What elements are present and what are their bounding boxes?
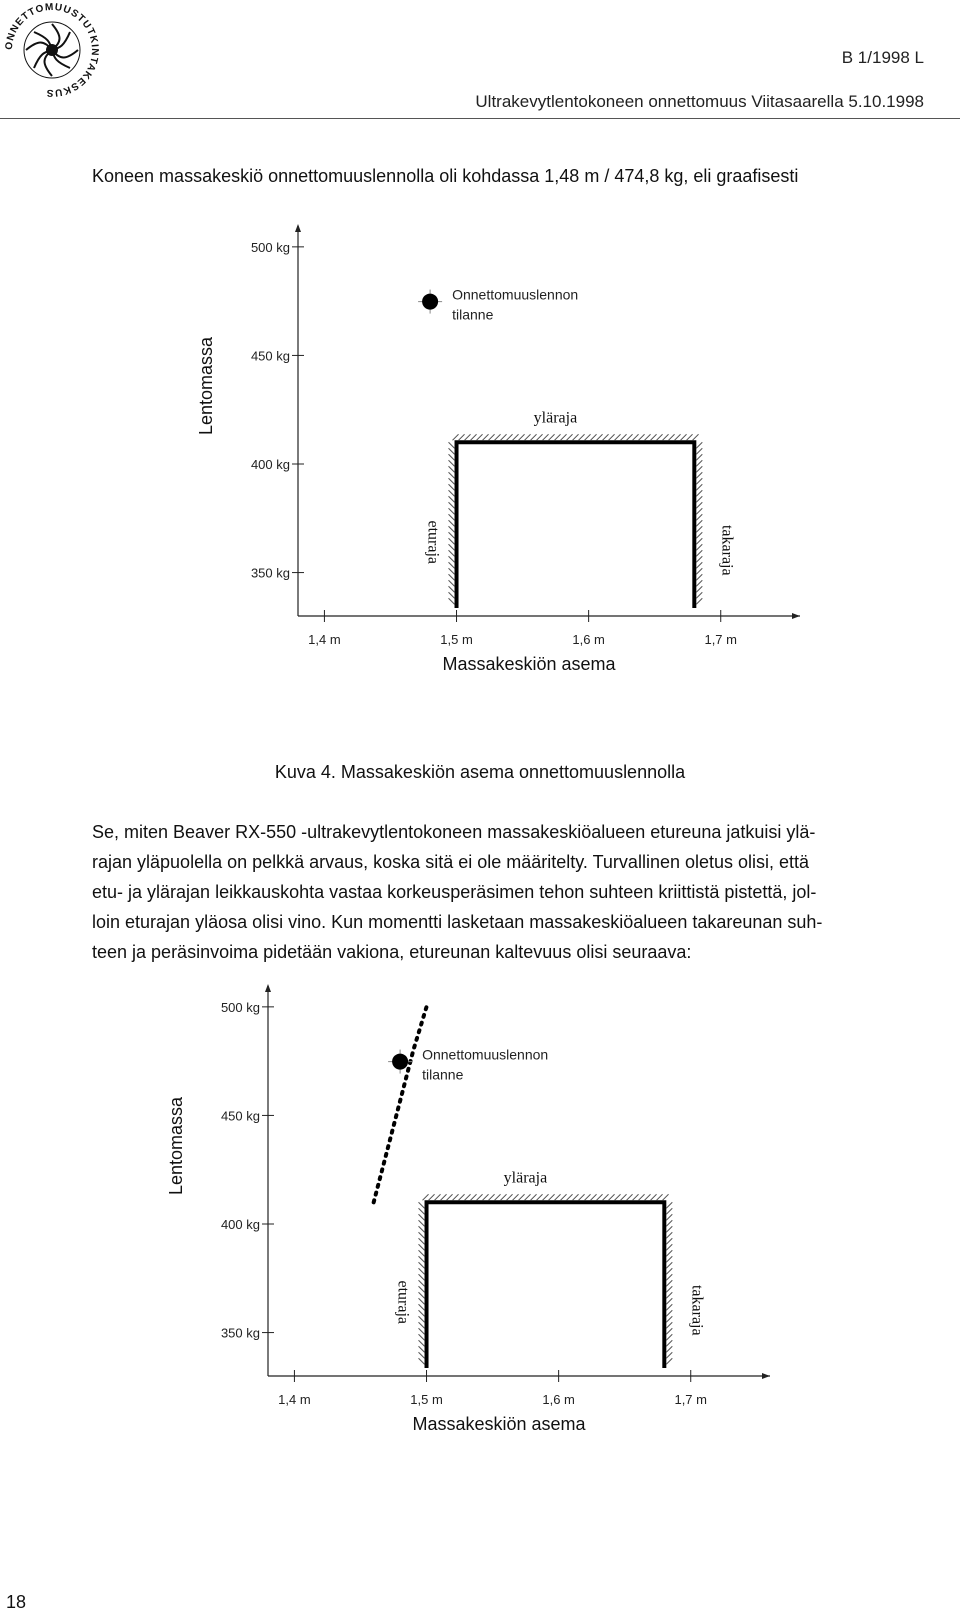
upper-hatch — [561, 1194, 567, 1200]
point-label: Onnettomuuslennon — [452, 286, 579, 303]
rear-hatch — [666, 1274, 672, 1280]
front-hatch — [449, 598, 455, 604]
front-hatch — [419, 1310, 425, 1316]
rear-hatch — [696, 466, 702, 472]
upper-hatch — [693, 434, 699, 440]
paragraph-line: loin eturajan yläosa olisi vino. Kun momentti lasketaan massakeskiöalueen takareunan suh- — [92, 912, 823, 932]
rear-hatch — [696, 526, 702, 532]
front-hatch — [419, 1286, 425, 1292]
upper-hatch — [651, 434, 657, 440]
front-hatch — [419, 1292, 425, 1298]
rear-hatch — [666, 1358, 672, 1364]
upper-hatch — [555, 434, 561, 440]
x-tick-label: 1,4 m — [278, 1392, 311, 1407]
document-id: B 1/1998 L — [841, 48, 924, 67]
rear-hatch — [666, 1208, 672, 1214]
intro-text: Koneen massakeskiö onnettomuuslennolla oli kohdassa 1,48 m / 474,8 kg, eli graafisesti — [92, 166, 799, 186]
upper-hatch — [657, 434, 663, 440]
upper-hatch — [603, 1194, 609, 1200]
upper-hatch — [645, 434, 651, 440]
rear-hatch — [666, 1292, 672, 1298]
figure-caption: Kuva 4. Massakeskiön asema onnettomuuslennolla — [274, 762, 686, 782]
front-hatch — [419, 1250, 425, 1256]
rear-hatch — [696, 550, 702, 556]
point-label: tilanne — [452, 306, 494, 323]
logo-emblem — [4, 2, 100, 98]
upper-hatch — [651, 1194, 657, 1200]
upper-hatch — [573, 434, 579, 440]
rear-hatch — [696, 442, 702, 448]
upper-hatch — [423, 1194, 429, 1200]
rear-hatch — [666, 1244, 672, 1250]
front-hatch — [419, 1208, 425, 1214]
front-hatch — [449, 562, 455, 568]
y-tick-label: 450 kg — [250, 348, 290, 364]
y-tick-label: 350 kg — [220, 1325, 260, 1341]
front-hatch — [419, 1202, 425, 1208]
front-limit-label: eturaja — [424, 520, 442, 565]
front-hatch — [449, 460, 455, 466]
front-hatch — [419, 1358, 425, 1364]
rear-hatch — [666, 1328, 672, 1334]
rear-limit-label: takaraja — [718, 524, 736, 576]
rear-hatch — [666, 1262, 672, 1268]
front-hatch — [449, 508, 455, 514]
front-hatch — [449, 568, 455, 574]
upper-hatch — [531, 434, 537, 440]
rear-hatch — [666, 1214, 672, 1220]
rear-hatch — [696, 484, 702, 490]
upper-hatch — [483, 1194, 489, 1200]
x-axis-arrow — [792, 613, 800, 619]
upper-hatch — [453, 434, 459, 440]
upper-hatch — [627, 1194, 633, 1200]
upper-hatch — [489, 1194, 495, 1200]
upper-hatch — [471, 434, 477, 440]
upper-hatch — [519, 434, 525, 440]
upper-hatch — [477, 1194, 483, 1200]
front-hatch — [449, 574, 455, 580]
y-tick-label: 450 kg — [220, 1108, 260, 1124]
front-hatch — [419, 1316, 425, 1322]
paragraph-line: rajan yläpuolella on pelkkä arvaus, koska sitä ei ole määritelty. Turvallinen oletus olisi, että — [92, 852, 810, 872]
front-hatch — [449, 454, 455, 460]
rear-hatch — [666, 1310, 672, 1316]
upper-hatch — [609, 1194, 615, 1200]
x-tick-label: 1,6 m — [572, 632, 605, 647]
front-hatch — [419, 1328, 425, 1334]
cg-envelope-boundary — [427, 1202, 665, 1368]
upper-hatch — [579, 434, 585, 440]
rear-hatch — [666, 1316, 672, 1322]
upper-hatch — [483, 434, 489, 440]
x-tick-label: 1,5 m — [410, 1392, 443, 1407]
rear-hatch — [696, 508, 702, 514]
front-hatch — [419, 1214, 425, 1220]
upper-hatch — [573, 1194, 579, 1200]
upper-hatch — [531, 1194, 537, 1200]
upper-limit-label: yläraja — [533, 409, 578, 427]
front-hatch — [449, 532, 455, 538]
upper-hatch — [621, 1194, 627, 1200]
upper-hatch — [633, 434, 639, 440]
upper-hatch — [501, 434, 507, 440]
x-tick-label: 1,5 m — [440, 632, 473, 647]
rear-hatch — [666, 1340, 672, 1346]
front-hatch — [449, 496, 455, 502]
rear-hatch — [696, 538, 702, 544]
paragraph-line: teen ja peräsinvoima pidetään vakiona, etureunan kaltevuus olisi seuraava: — [92, 942, 692, 962]
rear-hatch — [696, 580, 702, 586]
rear-hatch — [696, 544, 702, 550]
upper-hatch — [513, 434, 519, 440]
x-tick-label: 1,7 m — [704, 632, 737, 647]
front-hatch — [449, 484, 455, 490]
upper-hatch — [687, 434, 693, 440]
upper-hatch — [675, 434, 681, 440]
cg-envelope-chart-1 — [180, 216, 870, 706]
front-hatch — [419, 1226, 425, 1232]
logo-text: ONNETTOMUUSTUTKINTAKESKUS — [4, 2, 100, 98]
front-hatch — [449, 580, 455, 586]
upper-hatch — [489, 434, 495, 440]
upper-hatch — [543, 434, 549, 440]
y-tick-label: 400 kg — [220, 1217, 260, 1232]
rear-hatch — [696, 568, 702, 574]
upper-hatch — [621, 434, 627, 440]
y-axis-label: Lentomassa — [196, 336, 216, 436]
front-hatch — [449, 466, 455, 472]
upper-hatch — [657, 1194, 663, 1200]
upper-hatch — [453, 1194, 459, 1200]
rear-hatch — [696, 502, 702, 508]
rear-hatch — [696, 496, 702, 502]
upper-hatch — [645, 1194, 651, 1200]
upper-hatch — [495, 434, 501, 440]
front-hatch — [419, 1304, 425, 1310]
upper-hatch — [591, 434, 597, 440]
cg-envelope-chart-2 — [150, 976, 840, 1466]
upper-hatch — [549, 1194, 555, 1200]
rear-hatch — [696, 460, 702, 466]
upper-limit-label: yläraja — [503, 1169, 548, 1187]
upper-hatch — [585, 434, 591, 440]
upper-hatch — [555, 1194, 561, 1200]
y-tick-label: 500 kg — [250, 239, 290, 255]
rear-hatch — [666, 1226, 672, 1232]
front-hatch — [449, 442, 455, 448]
upper-hatch — [507, 1194, 513, 1200]
rear-hatch — [666, 1352, 672, 1358]
upper-hatch — [627, 434, 633, 440]
rear-hatch — [666, 1220, 672, 1226]
rear-hatch — [696, 490, 702, 496]
x-tick-label: 1,6 m — [542, 1392, 575, 1407]
upper-hatch — [477, 434, 483, 440]
front-hatch — [449, 544, 455, 550]
upper-hatch — [525, 434, 531, 440]
upper-hatch — [525, 1194, 531, 1200]
upper-hatch — [591, 1194, 597, 1200]
body-paragraph — [92, 817, 924, 967]
x-axis-label: Massakeskiön asema — [442, 654, 616, 674]
front-hatch — [449, 592, 455, 598]
front-hatch — [419, 1334, 425, 1340]
front-hatch — [419, 1238, 425, 1244]
upper-hatch — [501, 1194, 507, 1200]
y-tick-label: 350 kg — [250, 565, 290, 581]
point-label: Onnettomuuslennon — [422, 1046, 549, 1063]
page-number: 18 — [6, 1592, 27, 1612]
y-axis-arrow — [265, 984, 271, 992]
rear-hatch — [666, 1334, 672, 1340]
front-hatch — [449, 478, 455, 484]
rear-hatch — [696, 514, 702, 520]
upper-hatch — [639, 434, 645, 440]
upper-hatch — [663, 1194, 669, 1200]
upper-hatch — [471, 1194, 477, 1200]
front-hatch — [449, 502, 455, 508]
front-hatch — [419, 1262, 425, 1268]
front-hatch — [449, 448, 455, 454]
upper-hatch — [615, 434, 621, 440]
cg-envelope-boundary — [457, 442, 695, 608]
rear-hatch — [666, 1286, 672, 1292]
rear-hatch — [696, 448, 702, 454]
upper-hatch — [441, 1194, 447, 1200]
upper-hatch — [435, 1194, 441, 1200]
upper-hatch — [663, 434, 669, 440]
rear-hatch — [696, 454, 702, 460]
upper-hatch — [543, 1194, 549, 1200]
y-axis-label: Lentomassa — [166, 1096, 186, 1196]
x-axis-arrow — [762, 1373, 770, 1379]
upper-hatch — [567, 1194, 573, 1200]
paragraph-line: etu- ja ylärajan leikkauskohta vastaa korkeusperäsimen tehon suhteen kriittistä pistettä, jol- — [92, 882, 817, 902]
accident-cg-point — [392, 1054, 408, 1070]
front-hatch — [449, 490, 455, 496]
point-label: tilanne — [422, 1066, 464, 1083]
front-hatch — [419, 1298, 425, 1304]
y-axis-arrow — [295, 224, 301, 232]
front-hatch — [419, 1280, 425, 1286]
front-hatch — [449, 526, 455, 532]
upper-hatch — [585, 1194, 591, 1200]
rear-hatch — [666, 1304, 672, 1310]
upper-hatch — [597, 1194, 603, 1200]
rear-hatch — [696, 478, 702, 484]
report-title: Ultrakevytlentokoneen onnettomuus Viitasaarella 5.10.1998 — [475, 92, 924, 111]
upper-hatch — [537, 1194, 543, 1200]
front-hatch — [419, 1268, 425, 1274]
upper-hatch — [429, 1194, 435, 1200]
front-hatch — [449, 472, 455, 478]
header-divider — [0, 118, 960, 119]
upper-hatch — [519, 1194, 525, 1200]
rear-hatch — [666, 1202, 672, 1208]
front-hatch — [449, 550, 455, 556]
front-hatch — [449, 514, 455, 520]
x-axis-label: Massakeskiön asema — [412, 1414, 586, 1434]
front-hatch — [419, 1220, 425, 1226]
upper-hatch — [603, 434, 609, 440]
rear-hatch — [696, 520, 702, 526]
upper-hatch — [507, 434, 513, 440]
rear-hatch — [666, 1256, 672, 1262]
upper-hatch — [465, 1194, 471, 1200]
upper-hatch — [579, 1194, 585, 1200]
rear-hatch — [666, 1280, 672, 1286]
rear-hatch — [696, 592, 702, 598]
rear-hatch — [696, 556, 702, 562]
front-hatch — [449, 520, 455, 526]
upper-hatch — [495, 1194, 501, 1200]
rear-hatch — [696, 598, 702, 604]
front-limit-label: eturaja — [394, 1280, 412, 1325]
upper-hatch — [465, 434, 471, 440]
upper-hatch — [561, 434, 567, 440]
front-hatch — [419, 1346, 425, 1352]
rear-limit-label: takaraja — [688, 1284, 706, 1336]
rear-hatch — [666, 1232, 672, 1238]
figure-1 — [180, 216, 870, 706]
upper-hatch — [567, 434, 573, 440]
rear-hatch — [696, 586, 702, 592]
front-hatch — [419, 1340, 425, 1346]
upper-hatch — [537, 434, 543, 440]
rear-hatch — [666, 1346, 672, 1352]
rear-hatch — [666, 1268, 672, 1274]
front-hatch — [419, 1256, 425, 1262]
upper-hatch — [447, 1194, 453, 1200]
front-hatch — [419, 1244, 425, 1250]
front-hatch — [419, 1274, 425, 1280]
paragraph-line: Se, miten Beaver RX-550 -ultrakevytlentokoneen massakeskiöalueen etureuna jatkuisi ylä- — [92, 822, 816, 842]
y-tick-label: 500 kg — [220, 999, 260, 1015]
front-hatch — [419, 1232, 425, 1238]
x-tick-label: 1,4 m — [308, 632, 341, 647]
rear-hatch — [696, 574, 702, 580]
front-hatch — [449, 538, 455, 544]
rear-hatch — [666, 1298, 672, 1304]
rear-hatch — [666, 1322, 672, 1328]
rear-hatch — [696, 562, 702, 568]
upper-hatch — [459, 1194, 465, 1200]
upper-hatch — [513, 1194, 519, 1200]
upper-hatch — [669, 434, 675, 440]
front-hatch — [419, 1322, 425, 1328]
upper-hatch — [597, 434, 603, 440]
upper-hatch — [609, 434, 615, 440]
upper-hatch — [639, 1194, 645, 1200]
accident-cg-point — [422, 294, 438, 310]
rear-hatch — [666, 1250, 672, 1256]
upper-hatch — [549, 434, 555, 440]
front-hatch — [449, 586, 455, 592]
y-tick-label: 400 kg — [250, 457, 290, 472]
upper-hatch — [459, 434, 465, 440]
figure-2 — [150, 976, 840, 1466]
rear-hatch — [666, 1238, 672, 1244]
rear-hatch — [696, 472, 702, 478]
upper-hatch — [633, 1194, 639, 1200]
rear-hatch — [696, 532, 702, 538]
upper-hatch — [681, 434, 687, 440]
agency-logo — [4, 2, 100, 98]
x-tick-label: 1,7 m — [674, 1392, 707, 1407]
front-hatch — [449, 556, 455, 562]
upper-hatch — [615, 1194, 621, 1200]
sloped-front-limit — [374, 1007, 427, 1202]
front-hatch — [419, 1352, 425, 1358]
